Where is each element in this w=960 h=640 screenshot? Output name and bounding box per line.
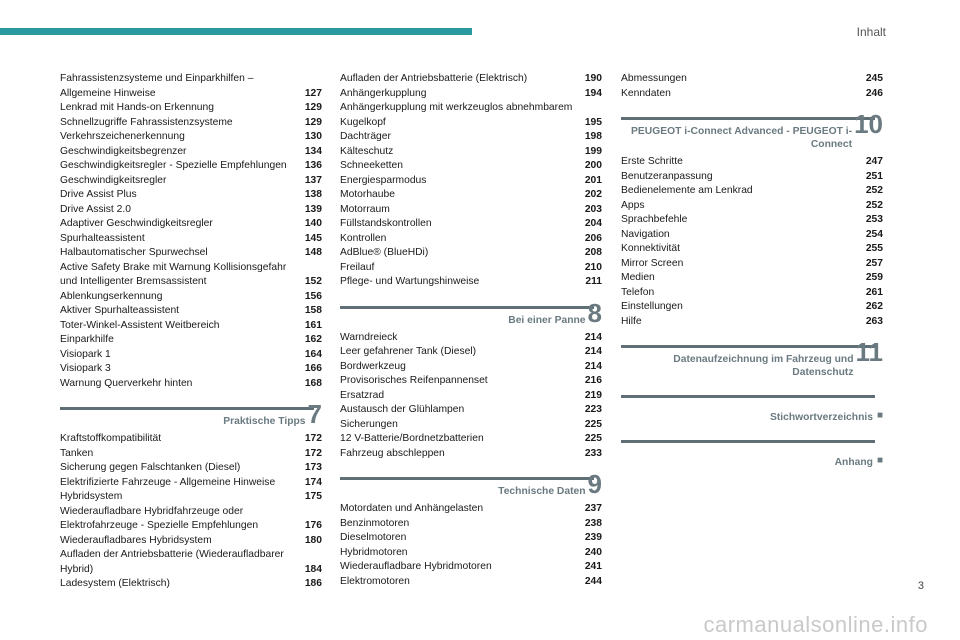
toc-entry-page: 145	[304, 232, 322, 244]
toc-entry[interactable]	[340, 360, 602, 375]
toc-entry-label: Ablenkungserkennung	[60, 290, 163, 302]
section-number: 11	[855, 337, 883, 367]
toc-entry[interactable]	[340, 217, 602, 232]
toc-entry-label: Provisorisches Reifenpannenset	[340, 375, 488, 386]
toc-entry-page: 194	[584, 87, 602, 99]
toc-entry[interactable]	[340, 502, 602, 517]
toc-entry[interactable]	[340, 159, 602, 174]
toc-entry-label: Kraftstoffkompatibilität	[60, 433, 162, 444]
toc-entry[interactable]	[340, 130, 602, 145]
toc-entry-label: Warndreieck	[340, 331, 398, 343]
section-number: ■	[876, 410, 883, 421]
toc-entry-label: Pflege- und Wartungshinweise	[340, 276, 480, 287]
section-header	[621, 440, 883, 469]
toc-entry-label: Aufladen der Antriebsbatterie (Elektrisch)	[340, 73, 528, 84]
toc-entry-page: 254	[865, 228, 883, 240]
toc-entry-label: Einparkhilfe	[60, 334, 114, 345]
toc-entry[interactable]	[340, 447, 602, 462]
toc-entry[interactable]	[340, 374, 602, 389]
toc-entry-label: Aktiver Spurhalteassistent	[60, 305, 180, 316]
toc-entry-label: Fahrassistenzsysteme und Einparkhilfen – Allgemeine Hinweise	[60, 73, 254, 99]
toc-entry-page: 255	[865, 243, 883, 254]
toc-entry-label: Benzinmotoren	[340, 517, 410, 529]
toc-entry-label: 12 V-Batterie/Bordnetzbatterien	[340, 433, 484, 444]
toc-entry[interactable]	[60, 232, 322, 247]
toc-entry-label: Drive Assist Plus	[60, 189, 137, 200]
toc-entry-page: 190	[584, 73, 602, 84]
toc-entry-label: Konnektivität	[621, 243, 680, 254]
toc-entry-page: 200	[584, 160, 602, 171]
toc-entry[interactable]	[60, 290, 322, 305]
toc-entry-page: 214	[584, 346, 602, 357]
toc-entry-label: Spurhalteassistent	[60, 232, 145, 244]
toc-entry-page: 173	[304, 462, 322, 473]
toc-entry-label: Telefon	[621, 286, 655, 298]
toc-entry-page: 139	[304, 203, 322, 215]
toc-entry-page: 172	[304, 433, 322, 444]
toc-entry-page: 238	[584, 517, 602, 529]
toc-entry-page: 172	[304, 447, 322, 459]
section-number: 8	[587, 297, 602, 328]
toc-entry-label: Dachträger	[340, 131, 391, 142]
toc-entry-label: Drive Assist 2.0	[60, 203, 131, 215]
toc-entry[interactable]	[60, 362, 322, 377]
toc-entry-page: 252	[865, 199, 883, 211]
toc-entry-label: Aufladen der Antriebsbatterie (Wiederaufladbarer Hybrid)	[60, 549, 284, 575]
toc-entry-page: 252	[865, 185, 883, 196]
toc-entry-page: 206	[584, 232, 602, 244]
toc-entry[interactable]	[60, 505, 322, 534]
toc-entry-label: Motorraum	[340, 203, 390, 215]
toc-entry-page: 214	[584, 331, 602, 343]
toc-entry-label: Schneeketten	[340, 160, 403, 171]
toc-entry[interactable]	[340, 575, 602, 590]
toc-entry-page: 219	[584, 389, 602, 401]
toc-entry-page: 136	[304, 160, 322, 171]
toc-entry-page: 176	[304, 520, 322, 531]
section-header	[340, 469, 602, 499]
section-divider	[621, 395, 875, 398]
toc-entry-page: 253	[865, 214, 883, 225]
toc-entry-page: 195	[584, 116, 602, 128]
toc-entry-page: 186	[304, 578, 322, 589]
section-number: 9	[587, 469, 602, 499]
toc-entry-label: Geschwindigkeitsbegrenzer	[60, 145, 187, 157]
toc-entry-page: 137	[304, 174, 322, 186]
toc-entry-label: Ladesystem (Elektrisch)	[60, 578, 170, 589]
toc-entry-label: Energiesparmodus	[340, 174, 427, 186]
section-header	[621, 395, 883, 424]
toc-entry-label: Hybridmotoren	[340, 546, 408, 558]
section-number: 7	[307, 399, 322, 429]
toc-entry-label: Warnung Querverkehr hinten	[60, 377, 193, 389]
header-accent-bar	[0, 28, 472, 35]
toc-entry-label: Sicherung gegen Falschtanken (Diesel)	[60, 462, 241, 473]
toc-entry-label: Motorhaube	[340, 189, 395, 200]
toc-entry[interactable]	[340, 418, 602, 433]
toc-entry-page: 210	[584, 261, 602, 273]
section-title[interactable]: Datenaufzeichnung im Fahrzeug und Datenschutz	[673, 354, 854, 378]
toc-entry-label: Motordaten und Anhängelasten	[340, 503, 484, 514]
toc-entry-label: Elektrifizierte Fahrzeuge - Allgemeine Hinweise	[60, 476, 276, 488]
toc-entry-page: 233	[584, 447, 602, 459]
toc-entry-page: 184	[304, 563, 322, 575]
toc-entry[interactable]	[60, 116, 322, 131]
toc-entry[interactable]	[621, 300, 883, 315]
toc-entry[interactable]	[60, 246, 322, 261]
toc-entry[interactable]	[340, 546, 602, 561]
section-header	[621, 109, 883, 151]
page-title: Inhalt	[856, 25, 886, 39]
toc-entry-label: Kontrollen	[340, 232, 387, 244]
toc-entry-label: Active Safety Brake mit Warnung Kollisionsgefahr und Intelligenter Bremsassistent	[60, 261, 287, 287]
section-divider	[340, 477, 594, 480]
toc-entry-label: Verkehrszeichenerkennung	[60, 131, 185, 142]
toc-entry-label: Mirror Screen	[621, 257, 684, 269]
toc-entry-label: Anhängerkupplung mit werkzeuglos abnehmbarem Kugelkopf	[340, 102, 573, 128]
toc-entry-label: Toter-Winkel-Assistent Weitbereich	[60, 319, 220, 331]
toc-entry-page: 127	[304, 87, 322, 99]
section-title[interactable]: Technische Daten	[498, 486, 586, 497]
toc-entry-label: Visiopark 1	[60, 348, 111, 360]
toc-entry-page: 138	[304, 189, 322, 200]
toc-entry-page: 199	[584, 145, 602, 157]
toc-entry-page: 208	[584, 247, 602, 258]
toc-entry-page: 198	[584, 131, 602, 142]
toc-entry-label: Hybridsystem	[60, 491, 123, 502]
toc-entry[interactable]	[621, 213, 883, 228]
toc-entry-page: 261	[865, 286, 883, 298]
toc-entry-label: Geschwindigkeitsregler - Spezielle Empfehlungen	[60, 160, 287, 171]
toc-entry-page: 259	[865, 272, 883, 283]
toc-entry[interactable]	[340, 331, 602, 346]
toc-entry-page: 263	[865, 315, 883, 327]
toc-entry-page: 251	[865, 170, 883, 182]
toc-entry[interactable]	[60, 261, 322, 290]
toc-entry-page: 148	[304, 247, 322, 258]
section-header	[340, 297, 602, 328]
toc-entry-label: Visiopark 3	[60, 363, 111, 374]
toc-entry-page: 129	[304, 102, 322, 113]
toc-entry-page: 156	[304, 290, 322, 302]
toc-entry-label: Halbautomatischer Spurwechsel	[60, 247, 208, 258]
toc-entry[interactable]	[340, 261, 602, 276]
toc-entry-label: Geschwindigkeitsregler	[60, 174, 167, 186]
toc-entry[interactable]	[60, 101, 322, 116]
toc-entry-label: Leer gefahrener Tank (Diesel)	[340, 346, 477, 357]
toc-entry[interactable]	[60, 348, 322, 363]
toc-entry[interactable]	[621, 87, 883, 102]
toc-entry-page: 175	[304, 491, 322, 502]
toc-entry-label: Bordwerkzeug	[340, 360, 406, 372]
toc-entry-label: Ersatzrad	[340, 389, 385, 401]
toc-entry[interactable]	[621, 72, 883, 87]
toc-entry[interactable]	[340, 275, 602, 290]
toc-entry-page: 241	[584, 561, 602, 572]
toc-entry-page: 237	[584, 503, 602, 514]
toc-entry[interactable]	[60, 432, 322, 447]
toc-entry[interactable]	[340, 432, 602, 447]
toc-entry-label: Freilauf	[340, 261, 375, 273]
toc-entry-page: 140	[304, 218, 322, 229]
toc-entry-page: 262	[865, 301, 883, 312]
toc-column-3	[621, 72, 883, 473]
toc-entry-page: 202	[584, 189, 602, 200]
toc-entry[interactable]	[340, 203, 602, 218]
section-title[interactable]: Bei einer Panne	[508, 314, 586, 326]
toc-entry-page: 211	[585, 276, 602, 287]
toc-entry-page: 166	[304, 363, 322, 374]
toc-entry[interactable]	[60, 447, 322, 462]
toc-entry-page: 174	[304, 476, 322, 488]
watermark: carmanualsonline.info	[703, 612, 928, 637]
toc-entry-page: 216	[584, 375, 602, 386]
toc-entry-label: Abmessungen	[621, 73, 687, 84]
toc-entry[interactable]	[621, 242, 883, 257]
toc-entry[interactable]	[60, 72, 322, 101]
toc-entry-page: 225	[584, 418, 602, 430]
toc-entry[interactable]	[340, 232, 602, 247]
toc-entry-page: 168	[304, 377, 322, 389]
toc-entry-label: Elektromotoren	[340, 575, 410, 587]
toc-entry[interactable]	[60, 548, 322, 577]
toc-entry-label: Sprachbefehle	[621, 214, 688, 225]
section-title[interactable]: Anhang	[834, 457, 873, 468]
toc-entry[interactable]	[621, 170, 883, 185]
toc-entry[interactable]	[621, 286, 883, 301]
toc-entry-label: Kälteschutz	[340, 145, 394, 157]
toc-entry-label: Adaptiver Geschwindigkeitsregler	[60, 218, 213, 229]
toc-entry-label: Tanken	[60, 447, 94, 459]
toc-entry-page: 130	[304, 131, 322, 142]
toc-entry[interactable]	[340, 389, 602, 404]
toc-entry-page: 180	[304, 534, 322, 546]
toc-entry[interactable]	[60, 476, 322, 491]
toc-entry-page: 247	[865, 156, 883, 167]
toc-entry[interactable]	[340, 72, 602, 87]
toc-entry-page: 244	[584, 575, 602, 587]
toc-entry[interactable]	[60, 174, 322, 189]
toc-entry-page: 223	[584, 404, 602, 415]
toc-entry-label: Navigation	[621, 228, 670, 240]
toc-entry[interactable]	[621, 184, 883, 199]
toc-entry-label: Anhängerkupplung	[340, 87, 427, 99]
toc-entry-label: Erste Schritte	[621, 156, 683, 167]
toc-entry-page: 164	[304, 348, 322, 360]
toc-entry-page: 201	[584, 174, 602, 186]
toc-entry[interactable]	[621, 199, 883, 214]
section-divider	[621, 117, 875, 120]
toc-entry-page: 245	[865, 73, 883, 84]
toc-entry-label: Füllstandskontrollen	[340, 218, 432, 229]
toc-entry[interactable]	[621, 315, 883, 330]
toc-entry[interactable]	[60, 145, 322, 160]
section-divider	[621, 440, 875, 443]
toc-entry[interactable]	[60, 188, 322, 203]
toc-entry[interactable]	[621, 228, 883, 243]
toc-column-1	[60, 72, 322, 592]
toc-entry-page: 203	[584, 203, 602, 215]
section-header	[60, 399, 322, 429]
section-number: ■	[876, 455, 883, 466]
toc-entry-page: 162	[304, 334, 322, 345]
toc-entry-label: Kenndaten	[621, 87, 671, 99]
toc-entry[interactable]	[60, 333, 322, 348]
toc-entry[interactable]	[621, 155, 883, 170]
toc-entry[interactable]	[340, 531, 602, 546]
toc-entry-label: Benutzeranpassung	[621, 170, 713, 182]
toc-entry[interactable]	[340, 101, 602, 130]
toc-entry-label: AdBlue® (BlueHDi)	[340, 247, 429, 258]
toc-entry[interactable]	[340, 87, 602, 102]
toc-entry[interactable]	[340, 403, 602, 418]
toc-entry[interactable]	[340, 145, 602, 160]
toc-entry[interactable]	[60, 490, 322, 505]
toc-entry-label: Wiederaufladbare Hybridmotoren	[340, 561, 492, 572]
section-title[interactable]: Praktische Tipps	[223, 416, 306, 427]
toc-entry-label: Lenkrad mit Hands-on Erkennung	[60, 102, 214, 113]
page-number: 3	[917, 580, 924, 592]
toc-entry[interactable]	[340, 517, 602, 532]
toc-entry[interactable]	[340, 188, 602, 203]
toc-entry[interactable]	[340, 345, 602, 360]
section-divider	[340, 306, 594, 309]
toc-entry-label: Sicherungen	[340, 418, 398, 430]
toc-entry-page: 225	[584, 433, 602, 444]
toc-entry-label: Schnellzugriffe Fahrassistenzsysteme	[60, 116, 233, 128]
toc-entry-page: 158	[304, 305, 322, 316]
toc-entry[interactable]	[60, 203, 322, 218]
toc-entry-page: 161	[304, 319, 322, 331]
toc-entry-page: 257	[865, 257, 883, 269]
toc-entry[interactable]	[60, 577, 322, 592]
toc-entry-page: 246	[865, 87, 883, 99]
section-title[interactable]: Stichwortverzeichnis	[769, 412, 873, 423]
toc-entry[interactable]	[621, 271, 883, 286]
toc-entry-label: Einstellungen	[621, 301, 683, 312]
toc-entry-label: Wiederaufladbares Hybridsystem	[60, 534, 212, 546]
section-divider	[621, 345, 875, 348]
toc-entry[interactable]	[60, 319, 322, 334]
toc-entry[interactable]	[340, 560, 602, 575]
toc-entry[interactable]	[60, 461, 322, 476]
section-number: 10	[854, 109, 883, 139]
toc-entry-label: Bedienelemente am Lenkrad	[621, 185, 753, 196]
toc-entry-label: Medien	[621, 272, 655, 283]
toc-entry-label: Fahrzeug abschleppen	[340, 447, 445, 459]
toc-entry-page: 129	[304, 116, 322, 128]
toc-entry-label: Apps	[621, 199, 645, 211]
section-header	[621, 337, 883, 379]
section-title[interactable]: PEUGEOT i-Connect Advanced - PEUGEOT i-Connect	[631, 126, 853, 150]
toc-entry-label: Hilfe	[621, 315, 642, 327]
toc-entry-page: 214	[584, 360, 602, 372]
toc-column-2	[340, 72, 602, 589]
toc-entry-label: Wiederaufladbare Hybridfahrzeuge oder Elektrofahrzeuge - Spezielle Empfehlungen	[60, 505, 259, 531]
toc-entry-label: Dieselmotoren	[340, 532, 407, 543]
toc-entry-page: 134	[304, 145, 322, 157]
toc-entry[interactable]	[340, 174, 602, 189]
toc-entry-page: 240	[584, 546, 602, 558]
toc-entry-page: 204	[584, 218, 602, 229]
toc-entry-page: 152	[304, 276, 322, 287]
toc-entry-label: Austausch der Glühlampen	[340, 404, 465, 415]
toc-entry[interactable]	[621, 257, 883, 272]
toc-entry[interactable]	[60, 534, 322, 549]
toc-entry[interactable]	[60, 159, 322, 174]
toc-entry[interactable]	[60, 130, 322, 145]
toc-entry[interactable]	[60, 217, 322, 232]
toc-entry[interactable]	[60, 304, 322, 319]
toc-entry-page: 239	[584, 532, 602, 543]
toc-entry[interactable]	[60, 377, 322, 392]
toc-entry[interactable]	[340, 246, 602, 261]
section-divider	[60, 407, 314, 410]
